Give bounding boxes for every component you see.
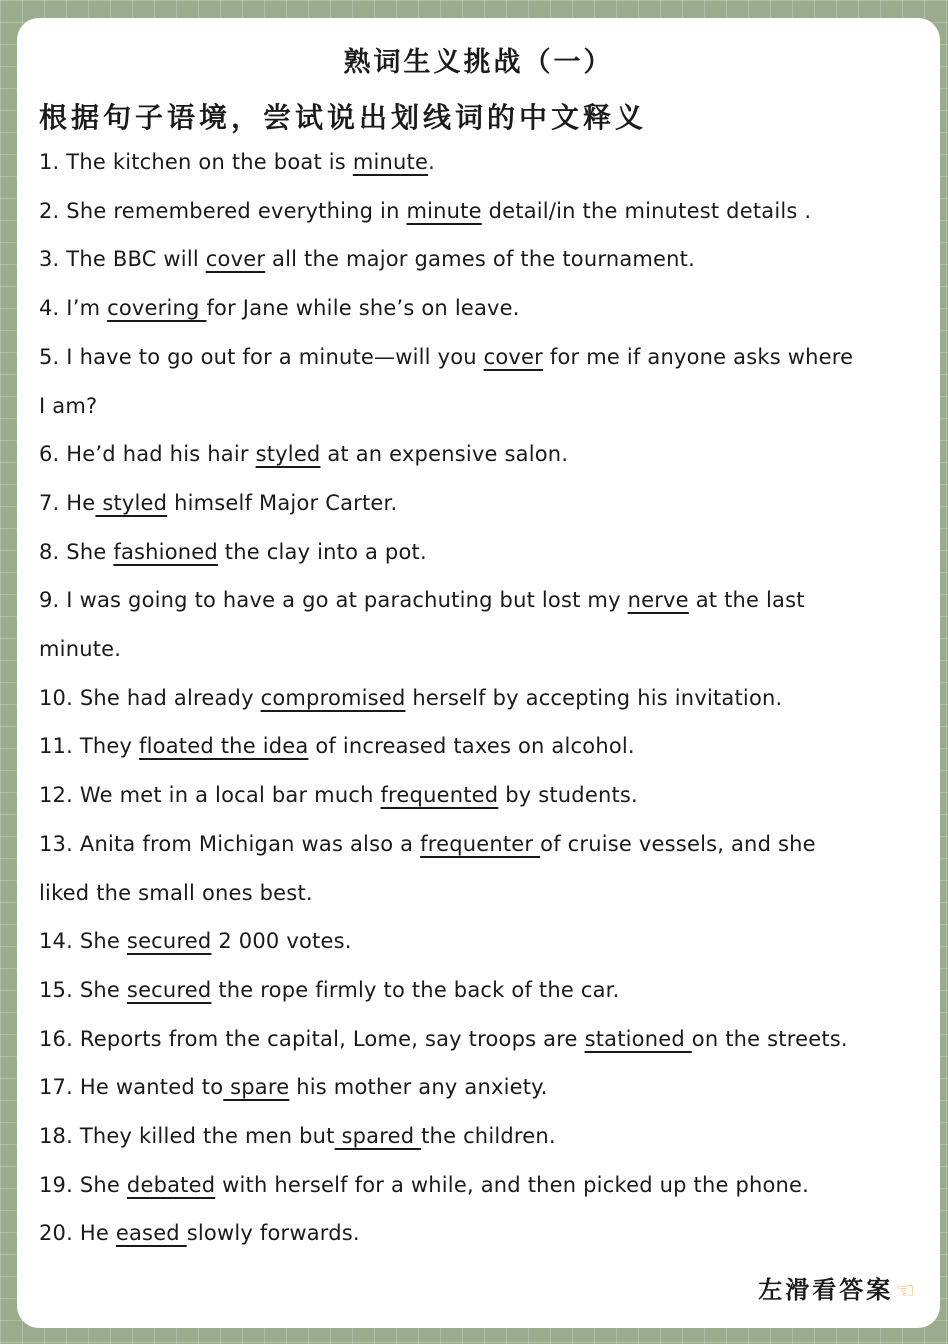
sentence-line [39, 929, 352, 953]
sentence-text: 11. They [39, 734, 140, 759]
sentence-text: on the streets. [691, 1026, 848, 1051]
sentence-line [39, 881, 313, 905]
underlined-word: floated the idea [139, 734, 309, 759]
sentence-line [39, 588, 805, 612]
sentence-line [39, 491, 397, 515]
underlined-word: cover [205, 247, 266, 272]
sentence-line [39, 1221, 360, 1245]
sentence-text: 20. He [39, 1221, 116, 1246]
instruction-heading: 根据句子语境，尝试说出划线词的中文释义 [39, 101, 648, 134]
pointing-hand-icon: ☜ [895, 1279, 918, 1304]
underlined-word: minute [406, 198, 482, 223]
sentence-text: 15. She [39, 977, 127, 1002]
page-title: 熟词生义挑战（一） [343, 47, 614, 78]
sentence-text: 12. We met in a local bar much [39, 783, 381, 808]
underlined-word: minute [352, 150, 429, 174]
underlined-word: styled [95, 490, 168, 515]
sentence-text: the children. [421, 1124, 556, 1148]
sentence-text: the rope firmly to the back of the car. [211, 977, 620, 1002]
sentence-text: for me if anyone asks where [543, 344, 854, 369]
underlined-word: eased [115, 1221, 187, 1246]
sentence-line [39, 734, 635, 758]
sentence-text: of cruise vessels, and she [540, 831, 816, 856]
sentence-line [39, 686, 782, 710]
underlined-word: frequented [380, 783, 499, 808]
sentence-text: for Jane while she’s on leave. [206, 296, 520, 321]
sentence-text: 1. The kitchen on the boat is [39, 150, 353, 174]
sentence-text: 13. Anita from Michigan was also a [39, 831, 421, 856]
sentence-text: 19. She [39, 1172, 127, 1197]
swipe-hint-label: 左滑看答案 [758, 1276, 894, 1304]
sentence-text: at an expensive salon. [320, 442, 569, 467]
sentence-text: . [428, 150, 435, 174]
underlined-word: secured [126, 977, 212, 1002]
sentence-text: 5. I have to go out for a minute—will you [39, 344, 484, 369]
sentence-line [39, 1075, 548, 1099]
underlined-word: secured [126, 929, 212, 954]
underlined-word: styled [255, 442, 321, 467]
sentence-line [39, 540, 427, 564]
sentence-text: 10. She had already [39, 685, 261, 710]
sentence-text: slowly forwards. [186, 1221, 360, 1246]
sentence-line [39, 832, 816, 856]
underlined-word: spared [334, 1124, 422, 1148]
sentence-line [39, 199, 811, 223]
sentence-text: of increased taxes on alcohol. [308, 734, 635, 759]
sentence-text: herself by accepting his invitation. [405, 685, 783, 710]
sentence-line [39, 150, 435, 174]
sentence-text: 7. He [39, 490, 96, 515]
sentence-line [39, 247, 695, 271]
sentence-line [39, 1173, 809, 1197]
sentence-text: I am? [39, 393, 98, 418]
sentence-text: with herself for a while, and then picked up the phone. [215, 1172, 810, 1197]
sentence-text: detail/in the minutest details . [481, 198, 812, 223]
sentence-text: 16. Reports from the capital, Lome, say troops are [39, 1026, 585, 1051]
underlined-word: frequenter [420, 831, 541, 856]
sentence-text: 2 000 votes. [211, 929, 352, 954]
sentence-text: 9. I was going to have a go at parachuting but lost my [39, 588, 628, 613]
underlined-word: stationed [584, 1026, 692, 1051]
sentence-text: the clay into a pot. [217, 539, 427, 564]
content-card [17, 18, 940, 1328]
sentence-text: 8. She [39, 539, 114, 564]
sentence-line [39, 978, 619, 1002]
sentence-line [39, 1124, 556, 1148]
sentence-text: by students. [498, 783, 638, 808]
sentence-text: minute. [39, 637, 122, 661]
sentence-line [39, 394, 97, 418]
sentence-text: 6. He’d had his hair [39, 442, 256, 467]
underlined-word: fashioned [113, 539, 218, 564]
sentence-text: himself Major Carter. [167, 490, 398, 515]
sentence-text: 3. The BBC will [39, 247, 206, 272]
sentence-line [39, 783, 638, 807]
sentence-line [39, 1027, 848, 1051]
underlined-word: nerve [627, 588, 689, 613]
sentence-text: 18. They killed the men but [39, 1124, 335, 1148]
sentence-text: 2. She remembered everything in [39, 198, 407, 223]
underlined-word: debated [126, 1172, 216, 1197]
sentence-line [39, 345, 853, 369]
sentence-line [39, 296, 520, 320]
sentence-text: 14. She [39, 929, 127, 954]
sentence-text: at the last [688, 588, 805, 613]
swipe-hint[interactable] [758, 1270, 918, 1305]
underlined-word: cover [483, 344, 544, 369]
underlined-word: covering [107, 296, 207, 321]
underlined-word: spare [223, 1075, 290, 1100]
sentence-text: 17. He wanted to [39, 1075, 224, 1100]
sentence-text: 4. I’m [39, 296, 108, 321]
sentence-text: his mother any anxiety. [289, 1075, 548, 1100]
sentence-text: all the major games of the tournament. [265, 247, 695, 272]
sentence-line [39, 637, 121, 661]
underlined-word: compromised [260, 685, 406, 710]
sentence-line [39, 442, 568, 466]
sentence-text: liked the small ones best. [39, 880, 313, 905]
